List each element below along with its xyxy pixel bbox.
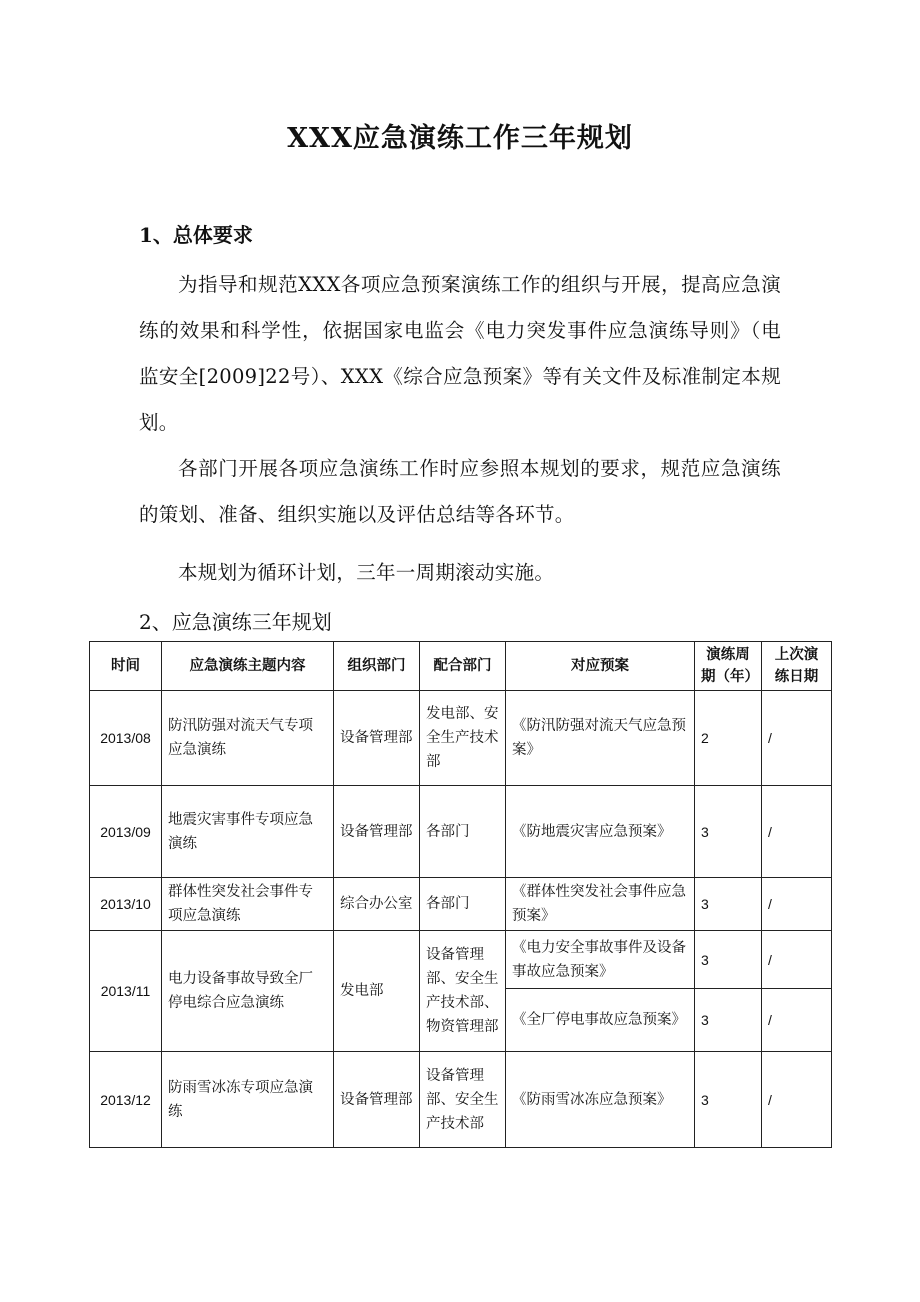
row-time: 2013/10 bbox=[90, 878, 162, 931]
row-coop: 设备管理部、安全生产技术部 bbox=[420, 1052, 506, 1148]
paragraph-3: 本规划为循环计划，三年一周期滚动实施。 bbox=[178, 561, 555, 584]
row-last: / bbox=[762, 691, 832, 786]
row-plan: 《防雨雪冰冻应急预案》 bbox=[506, 1052, 695, 1148]
row-org: 设备管理部 bbox=[334, 786, 420, 878]
table-row bbox=[90, 1052, 832, 1148]
row-last: / bbox=[762, 878, 832, 931]
row-coop: 设备管理部、安全生产技术部、物资管理部 bbox=[420, 931, 506, 1052]
document-title: XXX应急演练工作三年规划 bbox=[287, 123, 633, 154]
row-last: / bbox=[762, 1052, 832, 1148]
row-org: 设备管理部 bbox=[334, 1052, 420, 1148]
row-org: 发电部 bbox=[334, 931, 420, 1052]
row-coop: 发电部、安全生产技术部 bbox=[420, 691, 506, 786]
row-plan: 《电力安全事故事件及设备事故应急预案》 bbox=[506, 931, 695, 989]
row-cycle: 3 bbox=[695, 786, 762, 878]
header-coop: 配合部门 bbox=[420, 642, 506, 691]
row-cycle: 3 bbox=[695, 1052, 762, 1148]
row-cycle: 3 bbox=[695, 931, 762, 989]
header-cycle: 演练周期（年） bbox=[695, 642, 762, 691]
row-plan: 《防汛防强对流天气应急预案》 bbox=[506, 691, 695, 786]
table-row bbox=[90, 878, 832, 931]
paragraph-2: 各部门开展各项应急演练工作时应参照本规划的要求，规范应急演练的策划、准备、组织实施以及评估总结等各环节。 bbox=[139, 457, 781, 526]
row-coop: 各部门 bbox=[420, 878, 506, 931]
drill-plan-table bbox=[89, 641, 832, 1148]
row-last-secondary: / bbox=[762, 989, 832, 1052]
header-plan: 对应预案 bbox=[506, 642, 695, 691]
row-plan: 《群体性突发社会事件应急预案》 bbox=[506, 878, 695, 931]
header-last: 上次演练日期 bbox=[762, 642, 832, 691]
row-time: 2013/09 bbox=[90, 786, 162, 878]
row-cycle-secondary: 3 bbox=[695, 989, 762, 1052]
row-org: 设备管理部 bbox=[334, 691, 420, 786]
row-time: 2013/08 bbox=[90, 691, 162, 786]
row-plan: 《防地震灾害应急预案》 bbox=[506, 786, 695, 878]
row-time: 2013/11 bbox=[90, 931, 162, 1052]
header-topic: 应急演练主题内容 bbox=[162, 642, 334, 691]
row-topic: 群体性突发社会事件专项应急演练 bbox=[162, 878, 334, 931]
table-row bbox=[90, 691, 832, 786]
header-org: 组织部门 bbox=[334, 642, 420, 691]
row-org: 综合办公室 bbox=[334, 878, 420, 931]
row-last: / bbox=[762, 786, 832, 878]
table-header-row bbox=[90, 642, 832, 691]
section-1-heading: 1、总体要求 bbox=[139, 223, 253, 247]
row-plan-secondary: 《全厂停电事故应急预案》 bbox=[506, 989, 695, 1052]
row-cycle: 2 bbox=[695, 691, 762, 786]
row-topic: 防汛防强对流天气专项应急演练 bbox=[162, 691, 334, 786]
row-last: / bbox=[762, 931, 832, 989]
row-coop: 各部门 bbox=[420, 786, 506, 878]
section-2-heading: 2、应急演练三年规划 bbox=[139, 610, 332, 634]
table-row bbox=[90, 786, 832, 878]
row-topic: 防雨雪冰冻专项应急演练 bbox=[162, 1052, 334, 1148]
row-topic: 电力设备事故导致全厂停电综合应急演练 bbox=[162, 931, 334, 1052]
paragraph-1: 为指导和规范XXX各项应急预案演练工作的组织与开展，提高应急演练的效果和科学性，依据国家电监会《电力突发事件应急演练导则》（电监安全[2009]22号）、XXX《综合应急预案》等有关文件及标准制定本规划。 bbox=[139, 273, 781, 434]
row-topic: 地震灾害事件专项应急演练 bbox=[162, 786, 334, 878]
table-row bbox=[90, 931, 832, 989]
header-time: 时间 bbox=[90, 642, 162, 691]
row-time: 2013/12 bbox=[90, 1052, 162, 1148]
row-cycle: 3 bbox=[695, 878, 762, 931]
